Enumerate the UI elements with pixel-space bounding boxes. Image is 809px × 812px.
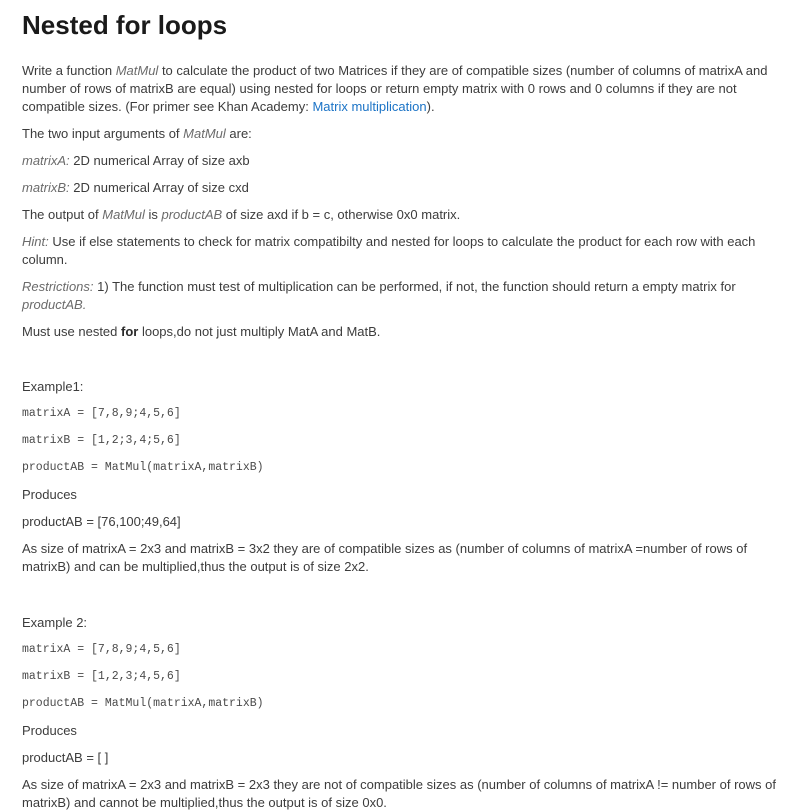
intro-post: ).: [426, 99, 435, 114]
produces-label: Produces: [22, 487, 77, 502]
matrix-multiplication-link[interactable]: Matrix multiplication: [312, 99, 427, 114]
output-line: [22, 206, 797, 224]
hint-text: Use if else statements to check for matrix compatibilty and nested for loops to calculate the product for each row with each column.: [22, 234, 756, 267]
arg-name: matrixA:: [22, 153, 70, 168]
arg-desc: 2D numerical Array of size axb: [69, 153, 250, 168]
must-use-pre: Must use nested: [22, 324, 121, 339]
example-heading: Example1:: [22, 379, 84, 394]
output-var: productAB: [161, 207, 223, 222]
intro-pre: Write a function: [22, 63, 116, 78]
arg-matrixA: [22, 152, 797, 170]
inputs-line: [22, 125, 797, 143]
hint-line: [22, 233, 797, 269]
arg-matrixB: [22, 179, 797, 197]
output-post: of size axd if b = c, otherwise 0x0 matrix.: [222, 207, 461, 222]
must-use-bold: for: [121, 324, 139, 339]
inputs-post: are:: [225, 126, 252, 141]
explanation: As size of matrixA = 2x3 and matrixB = 3x2 they are of compatible sizes as (number of columns of matrixA =number of rows of matrixB) and can be multiplied,thus the output is of size 2x2.: [22, 541, 748, 574]
example-heading: Example 2:: [22, 615, 88, 630]
restrictions-label: Restrictions:: [22, 279, 94, 294]
restrictions-var: productAB.: [22, 297, 87, 312]
must-use-line: [22, 323, 797, 341]
output-pre: The output of: [22, 207, 103, 222]
code-line: matrixA = [7,8,9;4,5,6]: [22, 407, 181, 420]
intro-mid: to calculate the product of two Matrices if they are of compatible sizes (number of columns of matrixA and number of rows of matrixB are equal) using nested for loops or return empty matrix with 0 rows and 0 columns if they are not compatible sizes. (For primer see Khan Academy:: [22, 63, 768, 114]
example-1: [22, 378, 797, 576]
result-line: productAB = [76,100;49,64]: [22, 514, 181, 529]
arg-name: matrixB:: [22, 180, 70, 195]
function-name: MatMul: [115, 63, 159, 78]
function-name: MatMul: [183, 126, 226, 141]
must-use-post: loops,do not just multiply MatA and MatB.: [138, 324, 381, 339]
code-line: matrixB = [1,2,3;4,5,6]: [22, 670, 181, 683]
restrictions-line: [22, 278, 797, 314]
function-name: MatMul: [102, 207, 145, 222]
spacer: [22, 585, 797, 614]
output-mid: is: [144, 207, 162, 222]
arg-desc: 2D numerical Array of size cxd: [69, 180, 249, 195]
code-line: productAB = MatMul(matrixA,matrixB): [22, 461, 264, 474]
code-line: matrixA = [7,8,9;4,5,6]: [22, 643, 181, 656]
intro-paragraph: [22, 62, 797, 116]
produces-label: Produces: [22, 723, 77, 738]
page-title: Nested for loops: [22, 10, 228, 40]
inputs-pre: The two input arguments of: [22, 126, 184, 141]
result-line: productAB = [ ]: [22, 750, 109, 765]
code-line: productAB = MatMul(matrixA,matrixB): [22, 697, 264, 710]
code-line: matrixB = [1,2;3,4;5,6]: [22, 434, 181, 447]
explanation: As size of matrixA = 2x3 and matrixB = 2x3 they are not of compatible sizes as (number of columns of matrixA != number of rows of matrixB) and cannot be multiplied,thus the output is of size 0x0.: [22, 777, 776, 810]
hint-label: Hint:: [22, 234, 49, 249]
restrictions-text: 1) The function must test of multiplication can be performed, if not, the function should return a empty matrix for: [93, 279, 736, 294]
example-2: [22, 614, 797, 812]
spacer: [22, 350, 797, 378]
